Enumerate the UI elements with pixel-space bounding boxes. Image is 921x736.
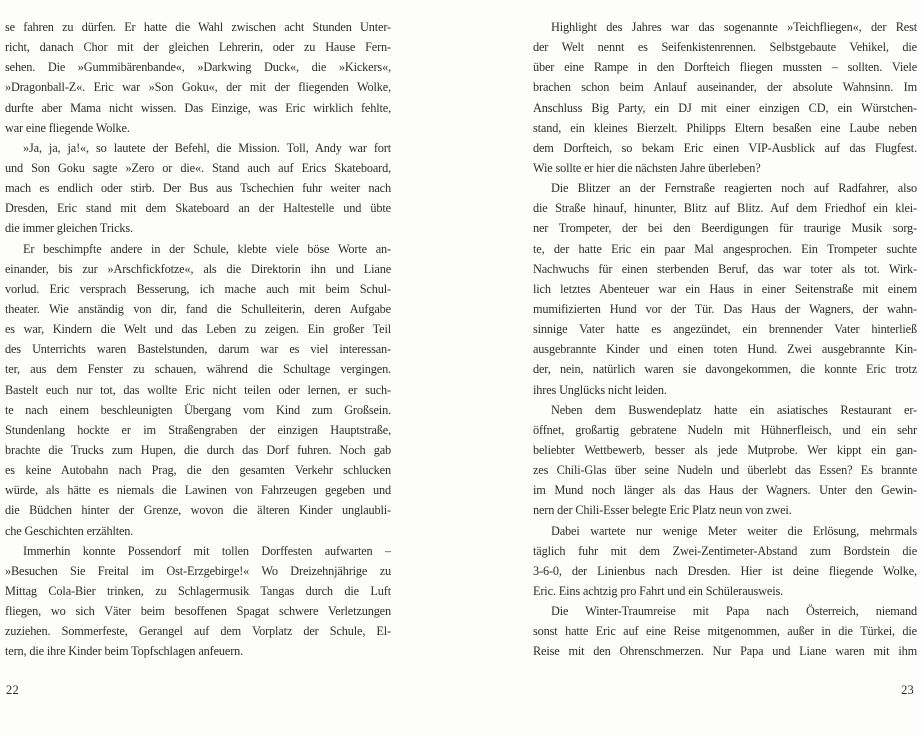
text-line: Immerhin konnte Possendorf mit tollen Dorffesten aufwarten – xyxy=(23,543,391,558)
text-line: war eine fliegende Wolke. xyxy=(5,120,130,135)
text-line: Stundenlang hockte er im Straßengraben der einzigen Hauptstraße, xyxy=(5,422,391,437)
text-line: stand, ein kleines Bierzelt. Philipps Eltern besaßen eine Laube neben xyxy=(533,120,917,135)
text-line: tern, die ihre Kinder beim Topfschlagen anfeuern. xyxy=(5,644,244,659)
text-line: Bastelt euch nur tot, das wollte Eric nicht teilen oder lernen, er such- xyxy=(5,382,391,397)
text-line: fliegen, wo sich Väter beim besoffenen Spagat schwere Verletzungen xyxy=(5,604,391,619)
text-line: 3-6-0, der Linienbus nach Dresden. Hier ist deine fliegende Wolke, xyxy=(533,563,917,578)
text-line: die immer gleichen Tricks. xyxy=(5,221,133,236)
text-line: sonst hatte Eric auf eine Reise mitgenommen, außer in die Türkei, die xyxy=(533,624,917,639)
text-line: zuziehen. Sommerfeste, Gerangel auf dem Vorplatz der Schule, El- xyxy=(5,624,391,639)
page-right-text-block xyxy=(533,17,917,662)
text-line: des Unterrichts waren Bastelstunden, darum war es viel interessan- xyxy=(5,342,391,357)
text-line: »Dragonball-Z«. Eric war »Son Goku«, der mit der fliegenden Wolke, xyxy=(5,80,391,95)
text-line: brachen schon beim Anlauf auseinander, der absolute Wahnsinn. Im xyxy=(533,80,917,95)
text-line: die Büdchen hinter der Grenze, wovon die älteren Kinder unglaubli- xyxy=(5,503,391,518)
text-line: Nachwuchs für einen sterbenden Beruf, das war toter als tot. Wirk- xyxy=(533,261,917,276)
text-line: ihres Unglücks nicht leiden. xyxy=(533,382,667,397)
text-line: mach es endlich oder stirb. Der Bus aus Tschechien fuhr weiter nach xyxy=(5,181,391,196)
text-line: der, nein, natürlich waren sie davongekommen, die konnte Eric trotz xyxy=(533,362,917,377)
text-line: Highlight des Jahres war das sogenannte »Teichfliegen«, der Rest xyxy=(551,20,917,34)
text-line: brachte die Trucks zum Hupen, die durch das Dorf fuhren. Noch gab xyxy=(5,442,391,457)
text-line: te, der hatte Eric ein paar Mal angesprochen. Ein Trompeter suchte xyxy=(533,241,917,256)
text-line: würde, als hätte es niemals die Lawinen von Fahrzeugen gegeben und xyxy=(5,483,391,498)
text-line: beliebter Wettbewerb, besser als jede Mutprobe. Wer kippt ein gan- xyxy=(533,442,917,457)
page-number-right: 23 xyxy=(901,683,914,697)
text-line: einander, bis zur »Arschfickfotze«, als die Direktorin ihn und Liane xyxy=(5,261,391,276)
text-line: theater. Wie anständig von dir, fand die Schulleiterin, deren Aufgabe xyxy=(5,301,391,316)
text-line: öffnet, großartig gebratene Nudeln mit Hühnerfleisch, und ein sehr xyxy=(533,422,917,437)
text-line: Wie sollte er hier die nächsten Jahre überleben? xyxy=(533,160,761,175)
text-line: »Ja, ja, ja!«, so lautete der Befehl, die Mission. Toll, Andy war fort xyxy=(23,140,391,155)
text-line: lich letztes Abenteuer war ein Haus in einer Seitenstraße mit einem xyxy=(533,281,917,296)
text-line: Dresden, Eric stand mit dem Skateboard an der Haltestelle und übte xyxy=(5,201,391,216)
text-line: die Straße hinauf, hinunter, Blitz auf Blitz. Auf dem Friedhof ein klei- xyxy=(533,201,917,216)
text-line: sinnige Vater hatte es angezündet, ein brennender Vater hinterließ xyxy=(533,322,917,337)
text-line: Mittag Cola-Bier trinken, zu Schlagermusik Tangas durch die Luft xyxy=(5,583,391,598)
text-line: »Besuchen Sie Freital im Ost-Erzgebirge!« Wo Dreizehnjährige zu xyxy=(5,563,391,578)
text-line: Die Blitzer an der Fernstraße reagierten noch auf Radfahrer, also xyxy=(551,181,917,196)
text-line: Er beschimpfte andere in der Schule, klebte viele böse Worte an- xyxy=(23,241,391,256)
text-line: Dabei wartete nur wenige Meter weiter die Erlösung, mehrmals xyxy=(551,523,917,538)
text-line: che Geschichten erzählten. xyxy=(5,523,134,538)
page-left-text-block xyxy=(5,17,391,662)
text-line: zes Chili-Glas über seine Nudeln und überlebt das Essen? Es brannte xyxy=(533,463,917,478)
text-line: se fahren zu dürfen. Er hatte die Wahl zwischen acht Stunden Unter- xyxy=(5,20,391,34)
text-line: Neben dem Buswendeplatz hatte ein asiatisches Restaurant er- xyxy=(551,402,917,417)
text-line: ter, aus dem Fenster zu schauen, während die Schultage vergingen. xyxy=(5,362,391,377)
text-line: es keine Autobahn nach Prag, die den gesamten Verkehr schlucken xyxy=(5,463,391,478)
text-line: sehen. Die »Gummibärenbande«, »Darkwing Duck«, die »Kickers«, xyxy=(5,60,391,75)
text-line: Die Winter-Traumreise mit Papa nach Österreich, niemand xyxy=(551,604,917,619)
text-line: im Mund noch länger als das Haus der Wagners. Unter den Gewin- xyxy=(533,483,917,498)
text-line: richt, danach Chor mit der gleichen Lehrerin, oder zu Hause Fern- xyxy=(5,40,391,55)
text-line: und Son Goku sagte »Zero or die«. Stand auch auf Erics Skateboard, xyxy=(5,160,391,175)
text-line: ausgebrannte Kinder und einen toten Hund. Zwei ausgebrannte Kin- xyxy=(533,342,917,357)
text-line: mumifizierten Hund vor der Tür. Das Haus der Wagners, der wahn- xyxy=(533,301,917,316)
text-line: te nach einem beschleunigten Übergang vom Kind zum Großsein. xyxy=(5,402,391,417)
text-line: es war, Kindern die Welt und das Leben zu zeigen. Ein großer Teil xyxy=(5,322,391,337)
text-line: über eine Rampe in den Dorfteich fliegen mussten – sollten. Viele xyxy=(533,60,917,75)
text-line: der Welt nennt es Seifenkistenrennen. Selbstgebaute Vehikel, die xyxy=(533,40,917,55)
text-line: Reise mit den Ohrenschmerzen. Nur Papa und Liane waren mit ihm xyxy=(533,644,917,659)
text-line: durfte aber Mama nicht wissen. Das Einzige, was Eric wirklich fehlte, xyxy=(5,100,391,115)
text-line: Eric. Eins achtzig pro Fahrt und ein Schülerausweis. xyxy=(533,583,784,598)
text-line: dem Dorfteich, so bekam Eric einen VIP-Ausblick auf das Flugfest. xyxy=(533,140,917,155)
page-number-left: 22 xyxy=(6,683,19,697)
text-line: nern der Chili-Esser belegte Eric Platz neun von zwei. xyxy=(533,503,792,518)
text-line: ner Trompeter, der bei den Beerdigungen für traurige Musik sorg- xyxy=(533,221,917,236)
text-line: täglich fuhr mit dem Zwei-Zentimeter-Abstand zum Bordstein die xyxy=(533,543,917,558)
text-line: vorlud. Eric versprach Besserung, ich mache auch mit beim Schul- xyxy=(5,281,391,296)
text-line: Anschluss Big Party, ein DJ mit einer einzigen CD, ein Würstchen- xyxy=(533,100,917,115)
